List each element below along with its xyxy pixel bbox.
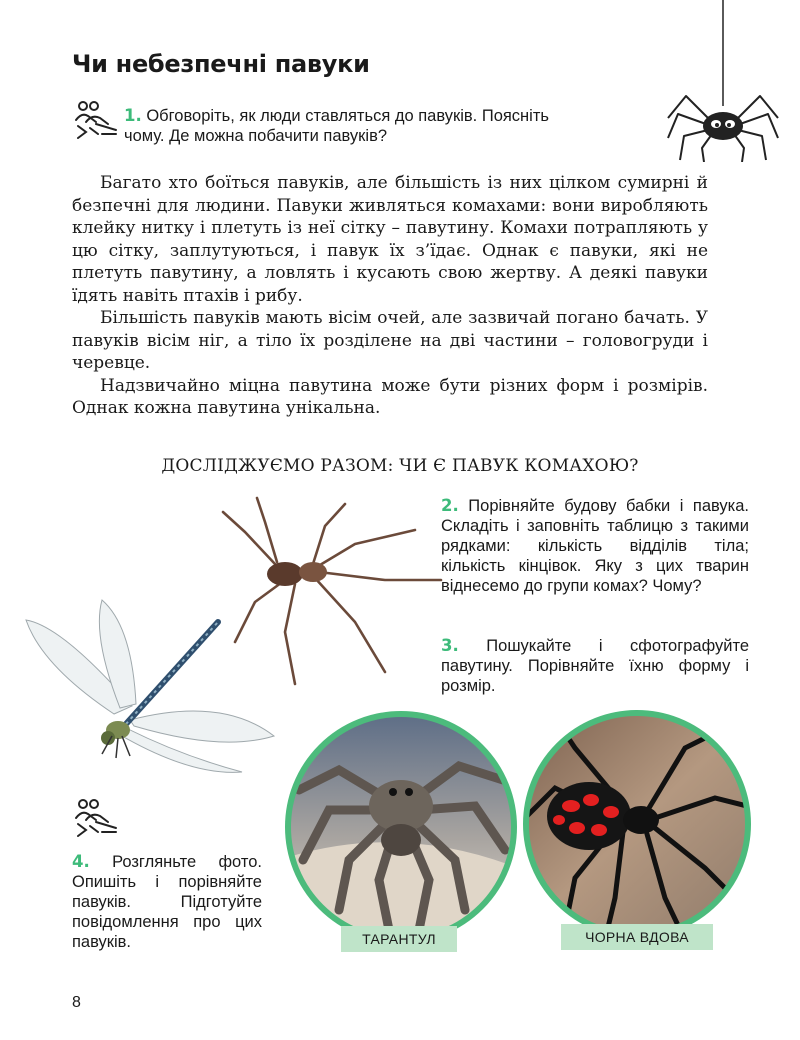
tarantula-label: ТАРАНТУЛ [341, 926, 457, 952]
task-2 [441, 496, 749, 596]
task-4 [72, 852, 262, 952]
group-work-icon [72, 100, 120, 140]
task-3 [441, 636, 749, 696]
task-1 [124, 106, 594, 146]
page-number: 8 [72, 994, 81, 1011]
black-widow-label: ЧОРНА ВДОВА [561, 924, 713, 950]
paragraph-2: Більшість павуків мають вісім очей, але зазвичай погано бачать. У павуків вісім ніг, а тіло їх розділене на дві частини – головогруди і черевце. [72, 308, 708, 373]
task-1-text: Обговоріть, як люди ставляться до павуків. Поясніть чому. Де можна побачити павуків? [124, 107, 549, 145]
task-4-text: Розгляньте фото. Опишіть і порівняйте павуків. Підготуйте повідомлення про цих павуків. [72, 853, 262, 951]
black-widow-photo [515, 708, 759, 940]
group-work-icon [72, 798, 120, 838]
task-3-text: Пошукайте і сфотографуйте павутину. Порівняйте їхню форму і розмір. [441, 637, 749, 695]
page-title: Чи небезпечні павуки [72, 50, 370, 78]
paragraph-3: Надзвичайно міцна павутина може бути різних форм і розмірів. Однак кожна павутина унікальна. [72, 375, 708, 418]
section-heading: ДОСЛІДЖУЄМО РАЗОМ: ЧИ Є ПАВУК КОМАХОЮ? [161, 456, 639, 476]
task-1-number: 1. [124, 106, 142, 125]
body-text [72, 172, 708, 420]
task-2-text: Порівняйте будову бабки і павука. Складіть і заповніть таблицю з такими рядками: кількість відділів тіла; кількість кінцівок. Яку з цих тварин віднесемо до групи комах? Чому? [441, 497, 749, 595]
tarantula-photo [279, 710, 523, 944]
dragonfly-image [22, 596, 277, 776]
task-2-number: 2. [441, 496, 459, 515]
task-4-number: 4. [72, 852, 90, 871]
hanging-spider-icon [664, 0, 782, 162]
task-3-number: 3. [441, 636, 459, 655]
paragraph-1: Багато хто боїться павуків, але більшість із них цілком сумирні й безпечні для людини. Павуки живляться комахами: вони виробляють клейку нитку і плетуть із неї сітку – павутину. Комахи потрапляють у цю сітку, заплутуються, і павук їх з’їдає. Однак є павуки, які не плетуть павутину, а ловлять і кусають свою жертву. А деякі павуки їдять навіть птахів і рибу. [72, 173, 708, 306]
